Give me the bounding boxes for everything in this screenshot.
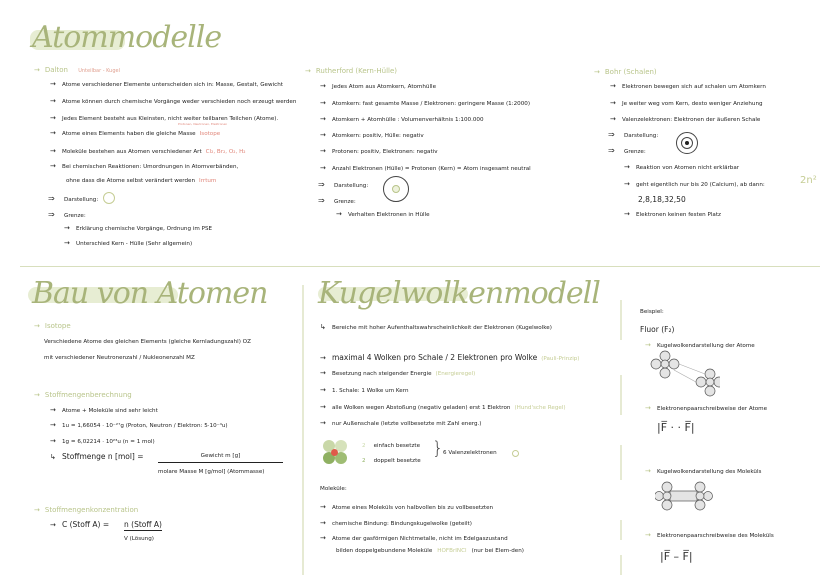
beispiel-item: → Elektronenpaarschreibweise der Atome <box>645 404 768 412</box>
stoffmenge-numerator: Gewicht m [g] <box>158 454 283 463</box>
legend-single: 2 einfach besetzte <box>362 443 421 449</box>
kugel-line: → alle Wolken wegen Abstoßung (negativ geladen) erst 1 Elektron (Hund'sche Regel) <box>320 403 566 411</box>
dalton-grenze-item: → Unterschied Kern - Hülle (Sehr allgemein) <box>64 239 193 247</box>
lewis-molecule: |F̅ – F̅| <box>660 550 693 563</box>
dalton-line: → Bei chemischen Reaktionen: Umordnungen in Atomverbänden, <box>50 162 239 170</box>
kugel-line: → 1. Schale: 1 Wolke um Kern <box>320 386 409 394</box>
stoffmenge-denominator: molare Masse M [g/mol] (Atommasse) <box>158 469 265 475</box>
molekule-heading: Moleküle: <box>320 486 347 492</box>
konzentration-formula: → C (Stoff A) = <box>50 520 110 529</box>
rutherford-line: → Atomkern: positiv, Hülle: negativ <box>320 131 424 139</box>
bohr-darstellung: ⇒ Darstellung: <box>608 130 659 139</box>
beispiel-item: → Elektronenpaarschreibweise des Moleküls <box>645 531 774 539</box>
bohr-formula: 2n² <box>800 175 817 186</box>
title-kugelwolkenmodell: Kugelwolkenmodell <box>318 276 600 311</box>
vertical-divider-right <box>620 520 622 540</box>
section-rutherford-heading: → Rutherford (Kern-Hülle) <box>305 67 398 75</box>
molekule-line: → Atome eines Moleküls von halbvollen bis zu vollbesetzten <box>320 503 494 511</box>
vertical-divider-right <box>620 555 622 575</box>
nucleus-icon <box>331 449 338 456</box>
vertical-divider-right <box>620 375 622 415</box>
stoffmenge-line: → Atome + Moleküle sind sehr leicht <box>50 406 158 414</box>
molekule-line: → chemische Bindung: Bindungskugelwolke (geteilt) <box>320 519 472 527</box>
konzentration-heading: → Stoffmengenkonzentration <box>34 506 139 514</box>
bohr-grenze-item: → Elektronen keinen festen Platz <box>624 210 721 218</box>
dalton-sphere-icon <box>103 192 115 204</box>
stoffmenge-heading: → Stoffmengenberechnung <box>34 391 132 399</box>
rutherford-line: → Atomkern + Atomhülle : Volumenverhältnis 1:100.000 <box>320 115 484 123</box>
kugel-intro: ↳ Bereiche mit hoher Aufenthaltswahrscheinlichkeit der Elektronen (Kugelwolke) <box>320 323 552 331</box>
fluor-molecule-diagram-icon <box>655 480 715 512</box>
rutherford-line: → Protonen: positiv, Elektronen: negativ <box>320 147 438 155</box>
bohr-line: → Valenzelektronen: Elektronen der äußeren Schale <box>610 115 761 123</box>
dalton-line: → Atome können durch chemische Vorgänge weder verschieden noch erzeugt werden <box>50 97 297 105</box>
rutherford-line: → Atomkern: fast gesamte Masse / Elektronen: geringere Masse (1:2000) <box>320 99 531 107</box>
bohr-line: → Elektronen bewegen sich auf schalen um Atomkern <box>610 82 766 90</box>
kugel-line: → nur Außenschale (letzte vollbesetzte mit Zahl energ.) <box>320 419 482 427</box>
beispiel-item: → Kugelwolkendarstellung des Moleküls <box>645 467 762 475</box>
stoffmenge-line: → 1u = 1,66054 · 10⁻²⁷g (Proton, Neutron / Elektron: 5·10⁻⁴u) <box>50 421 228 429</box>
dalton-line: → Jedes Element besteht aus Kleinsten, nicht weiter teilbaren Teilchen (Atome). <box>50 114 279 122</box>
rutherford-line: → Anzahl Elektronen (Hülle) = Protonen (Kern) = Atom insgesamt neutral <box>320 164 531 172</box>
page-title-atommodelle: Atommodelle <box>32 20 222 55</box>
fluor-atoms-diagram-icon <box>650 348 720 398</box>
molekule-continuation: bilden doppelgebundene Moleküle HOFBrINCl (nur bei Elem-den) <box>336 548 524 554</box>
bohr-line: → Je weiter weg vom Kern, desto weniger Anziehung <box>610 99 763 107</box>
kugel-line: → maximal 4 Wolken pro Schale / 2 Elektronen pro Wolke (Pauli-Prinzip) <box>320 353 580 362</box>
rutherford-grenze-item: → Verhalten Elektronen in Hülle <box>336 210 430 218</box>
rutherford-grenze: ⇒ Grenze: <box>318 196 356 205</box>
beispiel-fluor: Fluor (F₂) <box>640 325 675 334</box>
beispiel-item: → Kugelwolkendarstellung der Atome <box>645 341 755 349</box>
bohr-grenze-item: → geht eigentlich nur bis 20 (Calcium), ab dann: <box>624 180 765 188</box>
dalton-line: → Atome eines Elements haben die gleiche Masse Isotope <box>50 129 221 137</box>
rutherford-line: → Jedes Atom aus Atomkern, Atomhülle <box>320 82 437 90</box>
konzentration-numerator: n (Stoff A) <box>124 520 162 529</box>
konzentration-denominator: V (Lösung) <box>124 536 154 542</box>
dalton-continuation: ohne dass die Atome selbst verändert werden Irrtum <box>66 178 217 184</box>
isotope-line: Verschiedene Atome des gleichen Elements (gleiche Kernladungszahl) OZ <box>44 339 251 345</box>
isotope-heading: → Isotope <box>34 322 71 330</box>
dalton-grenze: ⇒ Grenze: <box>48 210 86 219</box>
isotope-line: mit verschiedener Neutronenzahl / Nukleonenzahl MZ <box>44 355 195 361</box>
vertical-divider-right <box>620 445 622 480</box>
legend-double: 2 doppelt besetzte <box>362 458 421 464</box>
vertical-divider-left <box>302 285 304 575</box>
stoffmenge-formula: ↳ Stoffmenge n [mol] = <box>50 452 144 461</box>
lewis-atoms: |F̅ · · F̅| <box>657 421 695 434</box>
bohr-nucleus-icon <box>685 141 689 145</box>
molekule-line: → Atome der gasförmigen Nichtmetalle, nicht im Edelgaszustand <box>320 534 508 542</box>
rutherford-nucleus-icon <box>392 185 400 193</box>
title-bau-von-atomen: Bau von Atomen <box>32 276 268 311</box>
brace: } <box>432 438 444 459</box>
section-bohr-heading: → Bohr (Schalen) <box>594 68 657 76</box>
vertical-divider-right <box>620 300 622 340</box>
bohr-grenze-item: → Reaktion von Atomen nicht erklärbar <box>624 163 740 171</box>
valence-circle-icon <box>512 450 519 457</box>
bohr-grenze: ⇒ Grenze: <box>608 146 646 155</box>
dalton-darstellung: ⇒ Darstellung: <box>48 194 99 203</box>
dalton-line: → Atome verschiedener Elemente unterscheiden sich in: Masse, Gestalt, Gewicht <box>50 80 283 88</box>
section-dalton-heading: → Dalton Unteilbar - Kugel <box>34 66 120 74</box>
kugel-line: → Besetzung nach steigender Energie (Energieregel) <box>320 369 476 377</box>
beispiel-heading: Beispiel: <box>640 309 664 315</box>
dalton-small-note: Protonen, Neutronen, Elektronen <box>178 122 228 126</box>
rutherford-darstellung: ⇒ Darstellung: <box>318 180 369 189</box>
horizontal-divider <box>20 266 820 267</box>
dalton-grenze-item: → Erklärung chemische Vorgänge, Ordnung im PSE <box>64 224 213 232</box>
legend-total: 6 Valenzelektronen <box>443 450 497 456</box>
bohr-sequence: 2,8,18,32,50 <box>638 195 686 204</box>
dalton-line: → Moleküle bestehen aus Atomen verschiedener Art Cl₂, Br₂, O₂, H₂ <box>50 147 246 155</box>
stoffmenge-line: → 1g = 6,02214 · 10²³u (n = 1 mol) <box>50 437 155 445</box>
